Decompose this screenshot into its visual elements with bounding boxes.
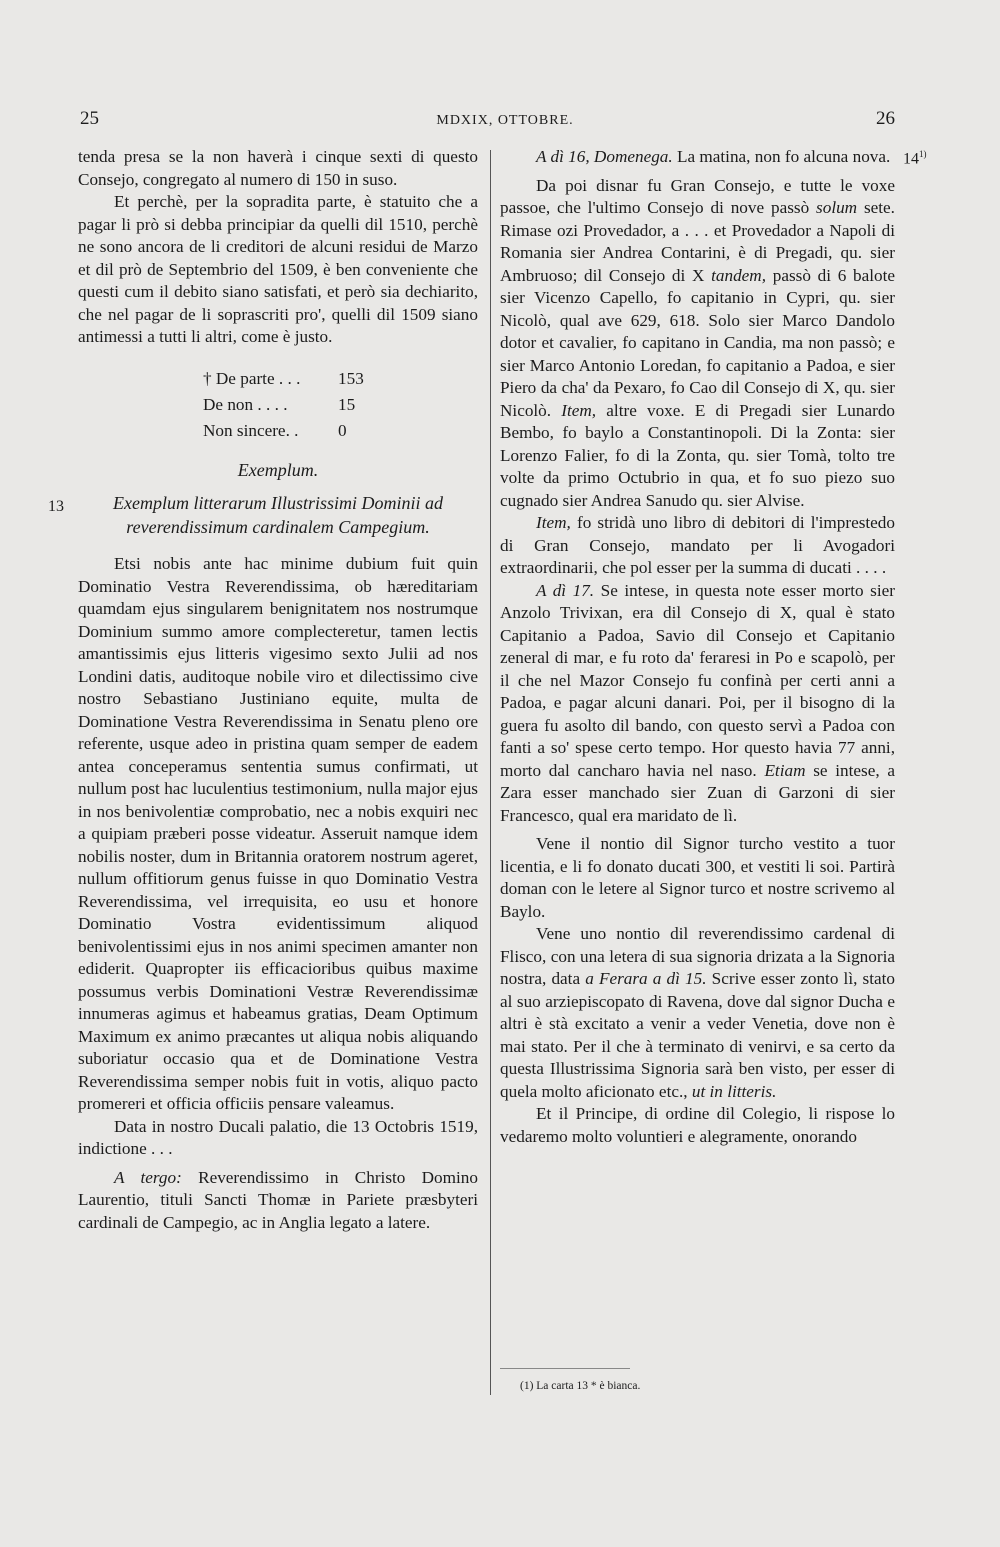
paragraph: Et il Principe, di ordine dil Colegio, li rispose lo vedaremo molto voluntieri e alegramente, onorando (500, 1104, 895, 1146)
column-divider (490, 150, 491, 1395)
margin-number-14: 14$^{1)}$ (903, 149, 927, 168)
paragraph: A dì 17. Se intese, in questa note esser morto sier Anzolo Trivixan, era dil Consejo di X, qual è stato Capitanio a Padoa, Savio dil Consejo et Capitanio zeneral di mar, e fu roto da' feraresi in Po e scapolò, per il che nel Mazor Consejo fu confinà per certi anni a Padoa, e pagar alcuni danari. Poi, per il bisogno di la guera fu asolto dil bando, con questo servì a Padoa con fanti a so' spese certo tempo. Hor questo havia 77 anni, morto dal cancharo havia nel naso. Etiam se intese, a Zara esser manchado sier Zuan di Garzoni di sier Francesco, qual era maridato de lì. (500, 580, 895, 825)
vote-row (203, 366, 478, 392)
letter-body: Etsi nobis ante hac minime dubium fuit quin Dominatio Vestra Reverendissima, ob hæreditariam quamdam ejus singularem benignitatem nos nostrumque Dominium summo amore complecteretur, tamen lectis amantissimis ejus litteris vigesimo sexto Julii ad nos Londini datis, auditoque nobile viro et dilectissimo cive nostro Sebastiano Justiniano equite, multa de Dominatione Vestra Reverendissima in Senatu pleno ore referente, usque adeo in pristina quam semper de eadem antea conceperamus sententia sumus confirmati, ut nullum post hac luculentius testimonium, nulla major ejus in nos benivolentiæ comprobatio, nec a nobis exquiri nec a quipiam præberi posse videatur. Asseruit namque idem nobilis noster, dum in Britannia oratorem nostrum ageret, nullum offitiorum genus fuisse in quo Dominatio Vestra Reverendissima, vel irrequisita, eo usu et honore Dominatio Vostra evidentissimum aliquod benivolentissimi ejus in nos animi specimen amanter non ediderit. Quapropter iis efficacioribus quibus maxime possumus verbis Dominationi Vestræ Reverendissimæ innumeras agimus et habeamus gratias, Deam Optimum Maximum ex animo præcantes ut aliqua nobis aliquando suboriatur occasio qua et de Dominatione Vestra Reverendissima semper nobis fuit in votis, aliquo pacto promereri et officia officiis pensare valeamus. (78, 554, 478, 1113)
paragraph: tenda presa se la non haverà i cinque sexti di questo Consejo, congregato al numero di 150 in suso. (78, 147, 478, 189)
letter-date: Data in nostro Ducali palatio, die 13 Octobris 1519, indictione . . . (78, 1116, 478, 1158)
page-number-left: 25 (80, 108, 99, 129)
vote-label: De non . . . . (203, 394, 288, 414)
footnote: (1) La carta 13 * è bianca. (520, 1380, 641, 1392)
vote-row (203, 392, 478, 418)
vote-value: 153 (338, 368, 364, 388)
section-title: Exemplum. (237, 459, 319, 480)
vote-tally (203, 366, 478, 444)
right-column (500, 146, 895, 1148)
left-column (78, 146, 478, 1234)
letter-address: A tergo: Reverendissimo in Christo Domino Laurentio, tituli Sancti Thomæ in Pariete præsbyteri cardinali de Campegio, ac in Anglia legato a latere. (78, 1167, 478, 1232)
paragraph: Vene il nontio dil Signor turcho vestito a tuor licentia, e li fo donato ducati 300, et vestiti li soi. Partirà doman con le letere al Signor turco et nostre scrivemo al Baylo. (500, 834, 895, 921)
paragraph: Vene uno nontio dil reverendissimo cardenal di Flisco, con una letera di sua signoria drizata a la Signoria nostra, data a Ferara a dì 15. Scrive esser zonto lì, stato al suo arziepiscopato di Ravena, dove dal signor Ducha e altri è stà excitato a venir a veder Venetia, dove non è mai stato. Per il che à terminato di venirvi, e sa certo da questa Illustrissima Signoria sarà ben visto, per esser di quela molto aficionato etc., ut in litteris. (500, 924, 896, 1101)
vote-label: Non sincere. . (203, 420, 299, 440)
paragraph: A dì 16, Domenega. La matina, non fo alcuna nova. (536, 147, 891, 166)
vote-value: 0 (338, 420, 347, 440)
letter-title: Exemplum litterarum Illustrissimi Dominii ad reverendissimum cardinalem Campegium. (113, 493, 443, 537)
page-number-right: 26 (876, 108, 895, 129)
paragraph: Et perchè, per la sopradita parte, è statuito che a pagar li prò si debba principiar da quelli dil 1510, perchè ne sono ancora de li creditori de alcuni residui de Marzo et dil prò de Septembrio del 1509, è ben conveniente che questi cum il debito siano satisfati, et però sia dechiarito, che nel pagar de li soprascriti pro', quelli dil 1509 siano antimessi a tutti li altri, come è justo. (78, 192, 478, 346)
footnote-rule (500, 1368, 630, 1369)
paragraph: Item, fo stridà uno libro di debitori di l'imprestedo di Gran Consejo, mandato per li Avogadori extraordinarii, che pol esser per la summa di ducati . . . . (500, 513, 895, 577)
margin-number-13: 13 (48, 498, 64, 515)
vote-row (203, 418, 478, 444)
running-title: MDXIX, OTTOBRE. (436, 113, 574, 128)
paragraph: Da poi disnar fu Gran Consejo, e tutte le voxe passoe, che l'ultimo Consejo di nove passò solum sete. Rimase ozi Provedador, a . . . et Provedador a Napoli di Romania sier Andrea Contarini, è di Pregadi, qu. sier Ambruoso; dil Consejo di X tandem, passò di 6 balote sier Vicenzo Capello, fo capitanio in Cypri, qu. sier Nicolò, qual ave 629, 618. Solo sier Marco Dandolo dotor et cavalier, fo capitano in Candia, ma non passò; e sier Marco Antonio Loredan, fo capitanio a Padoa, e sier Piero da cha' da Pexaro, fo Cao dil Consejo di X, qu. sier Nicolò. Item, altre voxe. E di Pregadi sier Lunardo Bembo, fo baylo a Constantinopoli. Di la Zonta: sier Lorenzo Falier, fo di la Zonta, qu. sier Tomà, tolto tre volte da primo Octubrio in qua, et fo suo piezo suo cugnado sier Andrea Sanudo qu. sier Alvise. (500, 175, 896, 510)
vote-value: 15 (338, 394, 356, 414)
vote-label: † De parte . . . (203, 368, 301, 388)
